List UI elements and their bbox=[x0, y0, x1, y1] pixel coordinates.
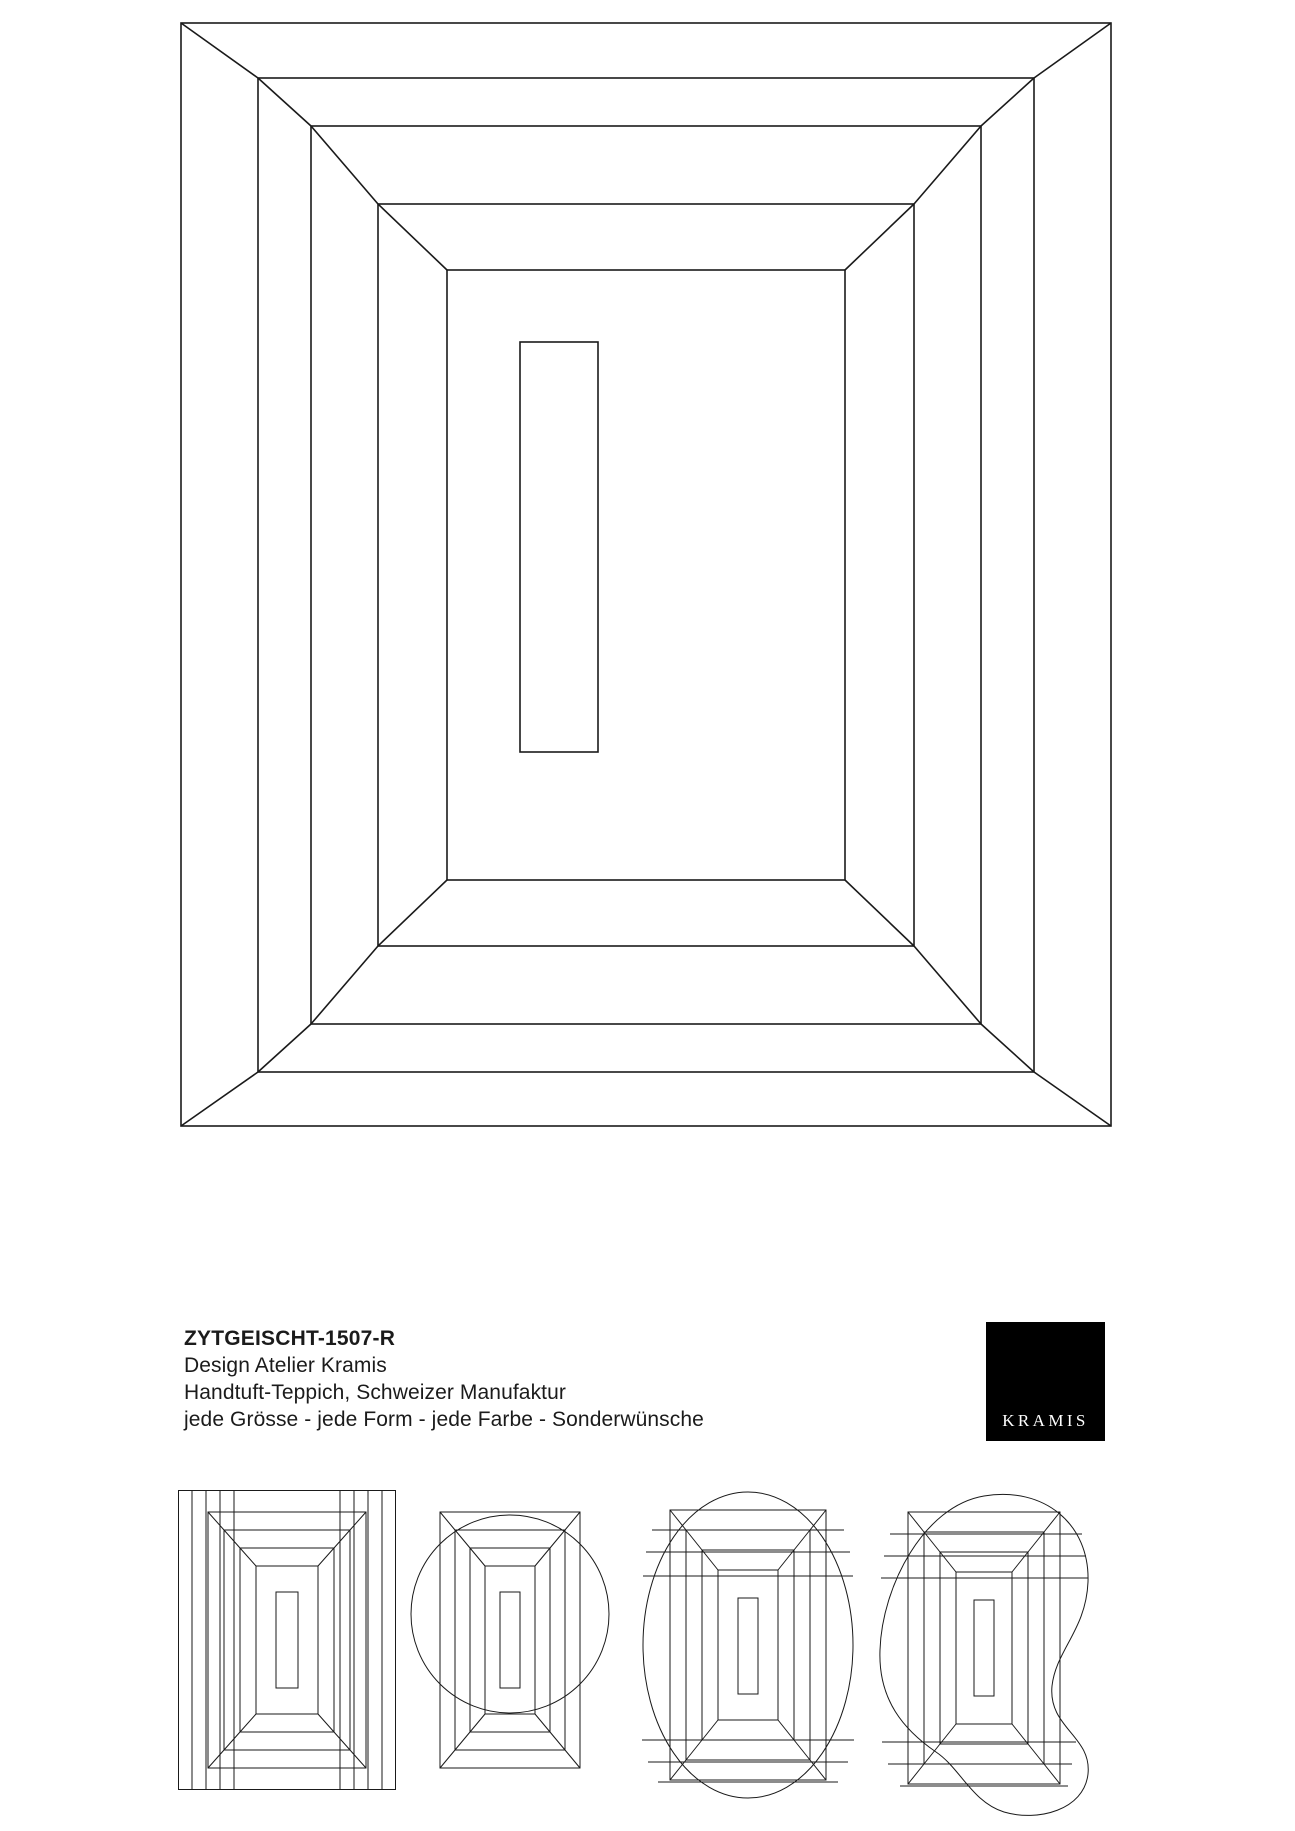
product-title: ZYTGEISCHT-1507-R bbox=[184, 1327, 396, 1350]
variant-oval bbox=[642, 1490, 854, 1820]
main-rug-drawing bbox=[180, 22, 1112, 1127]
logo-text: KRAMIS bbox=[1002, 1411, 1089, 1430]
caption-block bbox=[184, 1325, 904, 1433]
kramis-logo bbox=[986, 1322, 1105, 1441]
options-line: jede Grösse - jede Form - jede Farbe - Sonderwünsche bbox=[184, 1408, 704, 1431]
variant-square-striped bbox=[178, 1490, 396, 1790]
variant-circle bbox=[410, 1490, 610, 1790]
variant-organic bbox=[876, 1490, 1096, 1820]
product-type-line: Handtuft-Teppich, Schweizer Manufaktur bbox=[184, 1381, 566, 1404]
shape-variants-row bbox=[170, 1490, 1180, 1820]
designer-line: Design Atelier Kramis bbox=[184, 1354, 387, 1377]
